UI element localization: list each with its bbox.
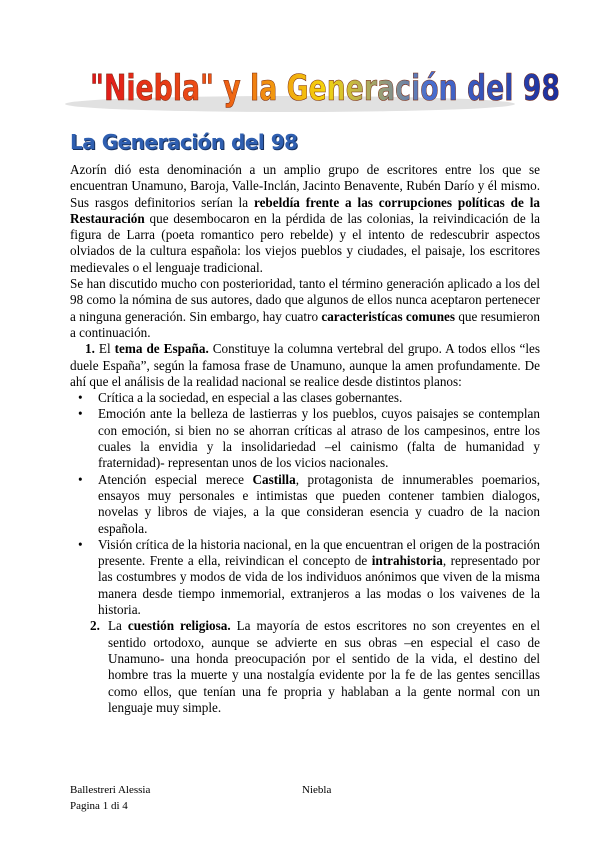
text-run: que desembocaron en la pérdida de las colonias, la reivindicación de la figura de Larra (poeta romantico pero rebelde) y el intento de redescubrir aspectos olviados de la cultura española: los viejos pueblos y ciudades, el paisaje, los escritores medievales o el lenguaje tradicional. bbox=[70, 210, 540, 275]
list-item bbox=[70, 390, 540, 406]
numbered-item-2 bbox=[70, 618, 540, 716]
section-heading: La Generación del 98 bbox=[70, 130, 298, 154]
text-run: El bbox=[98, 341, 115, 357]
footer-left bbox=[70, 782, 150, 814]
bullet-icon: • bbox=[78, 536, 83, 552]
bullet-icon: • bbox=[78, 406, 83, 422]
text-run: Atención especial merece bbox=[98, 471, 253, 487]
footer-author: Ballestreri Alessia bbox=[70, 784, 151, 796]
list-item bbox=[70, 472, 540, 537]
bold-run: caracteristícas comunes bbox=[321, 308, 456, 324]
banner-title: "Niebla" y la Generación del 98 bbox=[90, 68, 560, 109]
text-run: La bbox=[108, 618, 128, 634]
text-run: que resumieron a continuación. bbox=[70, 308, 540, 340]
document-body bbox=[70, 162, 540, 716]
text-run: Emoción ante la belleza de lastierras y los pueblos, cuyos paisajes se contemplan con emoción, si bien no se ahorran críticas al atraso de los campesinos, entre los cuales la envidia y la insolidariedad –el cainismo (falta de humanidad y fraternidad)- representan unos de los vicios nacionales. bbox=[98, 406, 540, 471]
bold-run: tema de España. bbox=[114, 341, 209, 357]
footer-title: Niebla bbox=[302, 784, 332, 796]
item-text bbox=[108, 618, 540, 716]
intro-paragraph-1 bbox=[70, 162, 540, 276]
text-run: Azorín dió esta denominación a un amplio grupo de escritores entre los que se encuentran Unamuno, Baroja, Valle-Inclán, Jacinto Benavente, Rubén Darío y él mismo. Sus rasgos definitorios serían la bbox=[70, 162, 540, 210]
bold-run: Castilla bbox=[252, 471, 296, 487]
list-item bbox=[70, 537, 540, 618]
text-run: Constituye la columna vertebral del grupo. A todos ellos “les duele España”, según la famosa frase de Unamuno, aunque la amen profundamente. De ahí que el análisis de la realidad nacional se realice desde distintos planos: bbox=[70, 341, 540, 389]
list-item bbox=[70, 406, 540, 471]
intro-paragraph-2 bbox=[70, 276, 540, 341]
bullet-icon: • bbox=[78, 471, 83, 487]
text-run: , representado por las costumbres y modos de vida de los individuos anónimos que viven de la misma manera desde tiempo inmemorial, extranjeros a las modas o los vaivenes de la historia. bbox=[98, 553, 540, 618]
text-run: , protagonista de innumerables poemarios, ensayos muy personales e intimistas que pueden contener tambien dialogos, novelas y libros de viajes, a la que consideran esencia y cuadro de la nacion española. bbox=[98, 471, 540, 536]
numbered-item-1 bbox=[70, 341, 540, 390]
text-run: La mayoría de estos escritores no son creyentes en el sentido ortodoxo, aunque se advierte en sus obras –en especial el caso de Unamuno- una honda preocupación por el sentido de la vida, el destino del hombre tras la muerte y una nostalgía evidente por la fe de las gentes sencillas como ellos, que tenían una fe propria y hablaban a la gente normal con un lenguaje muy simple. bbox=[108, 618, 540, 715]
bold-run: intrahistoria bbox=[371, 553, 443, 569]
bold-run: rebeldía frente a las corrupciones políticas de la Restauración bbox=[70, 194, 541, 226]
text-run: Crítica a la sociedad, en especial a las clases gobernantes. bbox=[98, 390, 403, 406]
text-run: Se han discutido mucho con posterioridad, tanto el término generación aplicado a los del 98 como la nómina de sus autores, dado que algunos de ellos nunca aceptaron pertenecer a ninguna generación. Sin embargo, hay cuatro bbox=[70, 276, 540, 324]
bullet-icon: • bbox=[78, 390, 83, 406]
item-number: 1. bbox=[85, 341, 95, 357]
title-wordart bbox=[60, 62, 570, 122]
title-banner bbox=[60, 62, 570, 122]
item-number: 2. bbox=[90, 618, 100, 634]
text-run: Visión crítica de la historia nacional, en la que encuentran el origen de la postración presente. Frente a ella, reivindican el concepto de bbox=[98, 536, 540, 569]
footer-page-number: Pagina 1 di 4 bbox=[70, 800, 128, 812]
bullet-list bbox=[70, 390, 540, 618]
bold-run: cuestión religiosa. bbox=[127, 618, 231, 634]
